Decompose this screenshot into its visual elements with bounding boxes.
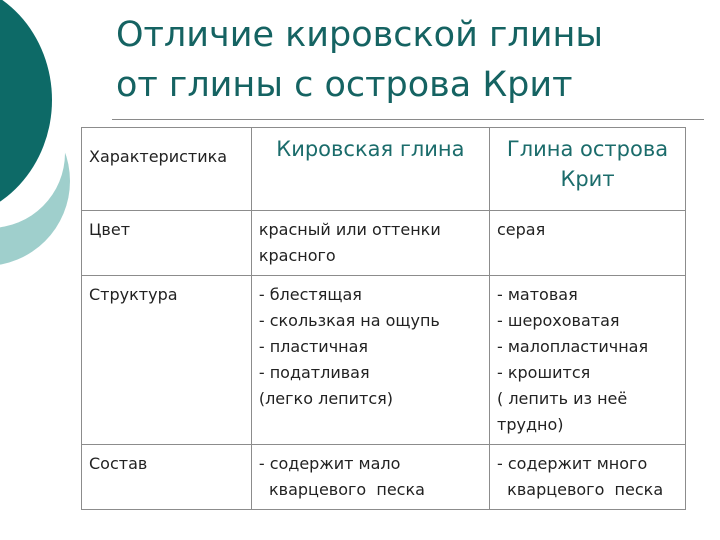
comparison-table (81, 127, 686, 510)
header-crete-line-2: Крит (560, 167, 615, 191)
cell-line: красный или оттенки (258, 220, 441, 239)
table-row-structure (82, 276, 686, 445)
cell-line: серая (497, 220, 546, 239)
cell-line: - пластичная (258, 337, 369, 356)
title-line-2: от глины с острова Крит (116, 65, 573, 105)
header-characteristic: Характеристика (82, 128, 252, 211)
cell-line: красного (258, 246, 336, 265)
cell-line: (легко лепится) (258, 389, 393, 408)
cell-line: - скользкая на ощупь (258, 311, 440, 330)
cell-line: - крошится (497, 363, 591, 382)
title-divider (112, 119, 704, 120)
row-label: Структура (82, 276, 252, 445)
title-line-1: Отличие кировской глины (116, 15, 603, 55)
table-row-color (82, 211, 686, 276)
header-kirov-clay: Кировская глина (251, 128, 489, 211)
kirov-cell (251, 276, 489, 445)
cell-line: - матовая (497, 285, 578, 304)
table-header-row (82, 128, 686, 211)
cell-line: - податливая (258, 363, 370, 382)
cell-line: - содержит много (497, 454, 648, 473)
header-crete-line-1: Глина острова (506, 137, 669, 161)
cell-line: ( лепить из неё (497, 389, 628, 408)
cell-line: - блестящая (258, 285, 362, 304)
cell-line: трудно) (497, 415, 564, 434)
table-row-composition (82, 445, 686, 510)
cell-line: - шероховатая (497, 311, 620, 330)
kirov-cell (251, 445, 489, 510)
crete-cell (490, 445, 686, 510)
slide-title (116, 10, 706, 110)
cell-line: кварцевого песка (497, 480, 664, 499)
cell-line: - содержит мало (258, 454, 401, 473)
cell-line: - малопластичная (497, 337, 649, 356)
crete-cell (490, 276, 686, 445)
row-label: Состав (82, 445, 252, 510)
header-crete-clay (490, 128, 686, 211)
kirov-cell (251, 211, 489, 276)
row-label: Цвет (82, 211, 252, 276)
cell-line: кварцевого песка (258, 480, 425, 499)
crete-cell (490, 211, 686, 276)
